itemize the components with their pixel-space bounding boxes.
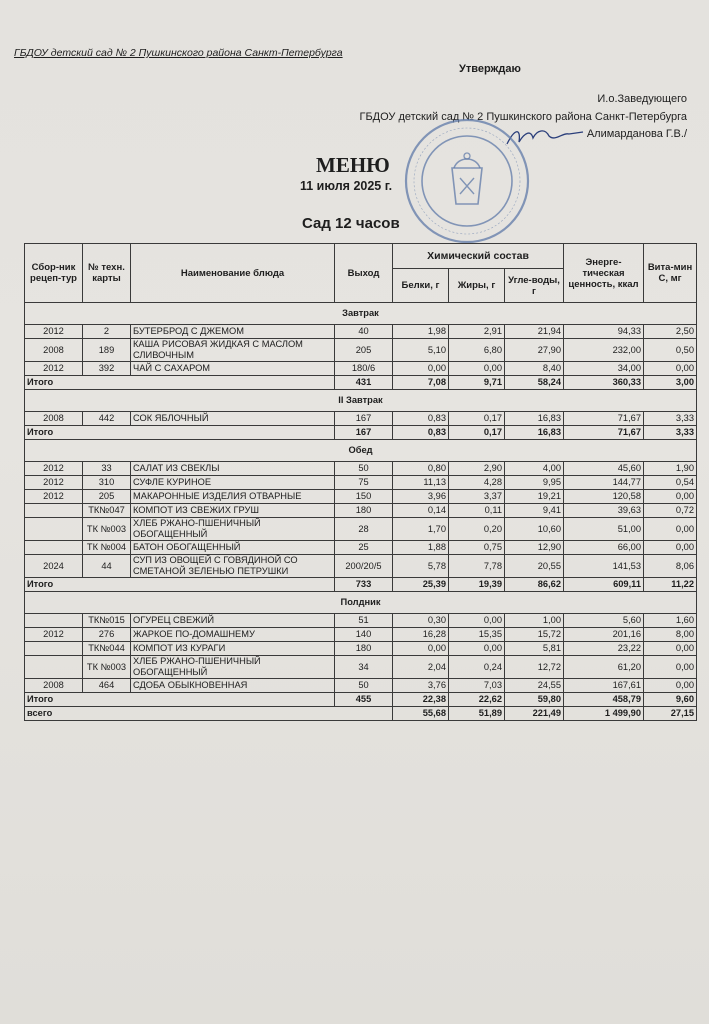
cell-card: 33 — [83, 462, 131, 476]
cell-energy: 167,61 — [564, 679, 644, 693]
total-yield: 431 — [335, 376, 393, 390]
total-vitamin: 3,33 — [644, 426, 697, 440]
cell-fat: 2,91 — [449, 325, 505, 339]
cell-carbs: 8,40 — [505, 362, 564, 376]
cell-yield: 28 — [335, 518, 393, 541]
cell-yield: 51 — [335, 614, 393, 628]
cell-card: 276 — [83, 628, 131, 642]
cell-fat: 0,00 — [449, 642, 505, 656]
cell-dish: БУТЕРБРОД С ДЖЕМОМ — [131, 325, 335, 339]
total-carbs: 86,62 — [505, 578, 564, 592]
cell-energy: 141,53 — [564, 555, 644, 578]
table-row — [25, 679, 697, 693]
cell-yield: 50 — [335, 462, 393, 476]
cell-carbs: 16,83 — [505, 412, 564, 426]
table-row — [25, 642, 697, 656]
cell-dish: ЧАЙ С САХАРОМ — [131, 362, 335, 376]
cell-carbs: 24,55 — [505, 679, 564, 693]
cell-yield: 140 — [335, 628, 393, 642]
grand-total-fat: 51,89 — [449, 707, 505, 721]
cell-fat: 2,90 — [449, 462, 505, 476]
header-row — [25, 244, 697, 269]
cell-card: 392 — [83, 362, 131, 376]
total-protein: 25,39 — [393, 578, 449, 592]
cell-collection: 2012 — [25, 628, 83, 642]
cell-vitamin: 0,00 — [644, 362, 697, 376]
cell-protein: 5,78 — [393, 555, 449, 578]
cell-energy: 61,20 — [564, 656, 644, 679]
cell-energy: 71,67 — [564, 412, 644, 426]
cell-protein: 0,80 — [393, 462, 449, 476]
head-name: Алимарданова Г.В./ — [586, 128, 687, 140]
cell-yield: 205 — [335, 339, 393, 362]
col-header-carbs: Угле-воды, г — [505, 269, 564, 303]
cell-vitamin: 8,06 — [644, 555, 697, 578]
cell-vitamin: 0,00 — [644, 490, 697, 504]
table-row — [25, 504, 697, 518]
cell-carbs: 9,41 — [505, 504, 564, 518]
document-title: МЕНЮ — [316, 153, 390, 177]
cell-collection — [25, 504, 83, 518]
section-header-row — [25, 440, 697, 462]
cell-card: 442 — [83, 412, 131, 426]
cell-protein: 11,13 — [393, 476, 449, 490]
cell-collection: 2008 — [25, 679, 83, 693]
cell-dish: ЖАРКОЕ ПО-ДОМАШНЕМУ — [131, 628, 335, 642]
table-row — [25, 518, 697, 541]
cell-protein: 0,00 — [393, 362, 449, 376]
cell-carbs: 20,55 — [505, 555, 564, 578]
col-header-fat: Жиры, г — [449, 269, 505, 303]
cell-vitamin: 0,72 — [644, 504, 697, 518]
cell-dish: МАКАРОННЫЕ ИЗДЕЛИЯ ОТВАРНЫЕ — [131, 490, 335, 504]
table-row — [25, 412, 697, 426]
cell-fat: 3,37 — [449, 490, 505, 504]
grand-total-energy: 1 499,90 — [564, 707, 644, 721]
cell-protein: 2,04 — [393, 656, 449, 679]
total-carbs: 59,80 — [505, 693, 564, 707]
cell-energy: 39,63 — [564, 504, 644, 518]
cell-protein: 3,76 — [393, 679, 449, 693]
total-yield: 167 — [335, 426, 393, 440]
cell-dish: САЛАТ ИЗ СВЕКЛЫ — [131, 462, 335, 476]
grand-total-row — [25, 707, 697, 721]
total-protein: 0,83 — [393, 426, 449, 440]
cell-fat: 0,75 — [449, 541, 505, 555]
cell-vitamin: 0,00 — [644, 656, 697, 679]
cell-dish: КОМПОТ ИЗ КУРАГИ — [131, 642, 335, 656]
section-title: II Завтрак — [25, 390, 697, 412]
menu-table — [24, 243, 697, 721]
cell-fat: 0,17 — [449, 412, 505, 426]
total-protein: 22,38 — [393, 693, 449, 707]
cell-dish: БАТОН ОБОГАЩЕННЫЙ — [131, 541, 335, 555]
cell-energy: 23,22 — [564, 642, 644, 656]
col-header-yield: Выход — [335, 244, 393, 303]
cell-carbs: 21,94 — [505, 325, 564, 339]
cell-carbs: 15,72 — [505, 628, 564, 642]
cell-collection: 2008 — [25, 412, 83, 426]
cell-energy: 34,00 — [564, 362, 644, 376]
cell-card: 44 — [83, 555, 131, 578]
approval-label: Утверждаю — [459, 63, 521, 75]
cell-fat: 6,80 — [449, 339, 505, 362]
total-yield: 455 — [335, 693, 393, 707]
cell-dish: СДОБА ОБЫКНОВЕННАЯ — [131, 679, 335, 693]
cell-energy: 66,00 — [564, 541, 644, 555]
cell-carbs: 27,90 — [505, 339, 564, 362]
head-organization: ГБДОУ детский сад № 2 Пушкинского района Санкт-Петербурга — [359, 111, 687, 123]
cell-carbs: 9,95 — [505, 476, 564, 490]
cell-yield: 50 — [335, 679, 393, 693]
total-carbs: 58,24 — [505, 376, 564, 390]
cell-vitamin: 2,50 — [644, 325, 697, 339]
cell-collection — [25, 656, 83, 679]
cell-dish: ХЛЕБ РЖАНО-ПШЕНИЧНЫЙ ОБОГАЩЕННЫЙ — [131, 656, 335, 679]
cell-energy: 201,16 — [564, 628, 644, 642]
total-row — [25, 578, 697, 592]
total-energy: 360,33 — [564, 376, 644, 390]
cell-energy: 94,33 — [564, 325, 644, 339]
cell-dish: СУП ИЗ ОВОЩЕЙ С ГОВЯДИНОЙ СО СМЕТАНОЙ ЗЕЛЕНЬЮ ПЕТРУШКИ — [131, 555, 335, 578]
cell-energy: 120,58 — [564, 490, 644, 504]
cell-protein: 1,70 — [393, 518, 449, 541]
cell-collection — [25, 541, 83, 555]
col-header-energy: Энерге-тическая ценность, ккал — [564, 244, 644, 303]
cell-dish: ОГУРЕЦ СВЕЖИЙ — [131, 614, 335, 628]
table-row — [25, 462, 697, 476]
col-header-card: № техн. карты — [83, 244, 131, 303]
cell-carbs: 5,81 — [505, 642, 564, 656]
cell-energy: 45,60 — [564, 462, 644, 476]
total-label: Итого — [25, 426, 335, 440]
head-position: И.о.Заведующего — [597, 93, 687, 105]
cell-collection: 2012 — [25, 325, 83, 339]
cell-carbs: 10,60 — [505, 518, 564, 541]
col-header-collection: Сбор-ник рецеп-тур — [25, 244, 83, 303]
total-carbs: 16,83 — [505, 426, 564, 440]
table-row — [25, 362, 697, 376]
cell-yield: 200/20/5 — [335, 555, 393, 578]
total-protein: 7,08 — [393, 376, 449, 390]
cell-card: ТК №003 — [83, 656, 131, 679]
total-fat: 0,17 — [449, 426, 505, 440]
cell-collection: 2012 — [25, 362, 83, 376]
cell-carbs: 12,90 — [505, 541, 564, 555]
table-row — [25, 656, 697, 679]
cell-fat: 0,24 — [449, 656, 505, 679]
cell-yield: 167 — [335, 412, 393, 426]
cell-fat: 0,11 — [449, 504, 505, 518]
cell-vitamin: 0,00 — [644, 541, 697, 555]
table-row — [25, 490, 697, 504]
col-header-chem: Химический состав — [393, 244, 564, 269]
total-row — [25, 693, 697, 707]
cell-collection — [25, 642, 83, 656]
cell-energy: 232,00 — [564, 339, 644, 362]
cell-dish: ХЛЕБ РЖАНО-ПШЕНИЧНЫЙ ОБОГАЩЕННЫЙ — [131, 518, 335, 541]
total-energy: 71,67 — [564, 426, 644, 440]
cell-card: 310 — [83, 476, 131, 490]
cell-card: ТК№015 — [83, 614, 131, 628]
menu-subtitle: Сад 12 часов — [302, 215, 400, 232]
cell-card: 2 — [83, 325, 131, 339]
cell-dish: СУФЛЕ КУРИНОЕ — [131, 476, 335, 490]
official-seal-icon — [402, 116, 532, 246]
section-header-row — [25, 592, 697, 614]
cell-yield: 75 — [335, 476, 393, 490]
cell-collection: 2012 — [25, 462, 83, 476]
table-row — [25, 339, 697, 362]
cell-collection: 2012 — [25, 476, 83, 490]
cell-fat: 4,28 — [449, 476, 505, 490]
col-header-vitamin: Вита-мин С, мг — [644, 244, 697, 303]
table-row — [25, 555, 697, 578]
cell-protein: 1,98 — [393, 325, 449, 339]
cell-fat: 7,78 — [449, 555, 505, 578]
grand-total-label: всего — [25, 707, 393, 721]
table-row — [25, 541, 697, 555]
cell-fat: 0,20 — [449, 518, 505, 541]
cell-energy: 5,60 — [564, 614, 644, 628]
section-header-row — [25, 390, 697, 412]
cell-collection: 2012 — [25, 490, 83, 504]
cell-card: ТК№047 — [83, 504, 131, 518]
cell-vitamin: 3,33 — [644, 412, 697, 426]
cell-vitamin: 0,54 — [644, 476, 697, 490]
total-row — [25, 376, 697, 390]
cell-card: ТК №004 — [83, 541, 131, 555]
cell-card: ТК№044 — [83, 642, 131, 656]
section-header-row — [25, 303, 697, 325]
cell-protein: 1,88 — [393, 541, 449, 555]
menu-body — [25, 303, 697, 721]
cell-protein: 0,83 — [393, 412, 449, 426]
cell-vitamin: 1,60 — [644, 614, 697, 628]
cell-card: 189 — [83, 339, 131, 362]
grand-total-protein: 55,68 — [393, 707, 449, 721]
cell-dish: КОМПОТ ИЗ СВЕЖИХ ГРУШ — [131, 504, 335, 518]
organization-line: ГБДОУ детский сад № 2 Пушкинского района Санкт-Петербурга — [14, 47, 343, 59]
col-header-protein: Белки, г — [393, 269, 449, 303]
total-label: Итого — [25, 693, 335, 707]
total-fat: 22,62 — [449, 693, 505, 707]
total-yield: 733 — [335, 578, 393, 592]
cell-collection: 2024 — [25, 555, 83, 578]
cell-yield: 180/6 — [335, 362, 393, 376]
cell-carbs: 12,72 — [505, 656, 564, 679]
cell-card: ТК №003 — [83, 518, 131, 541]
cell-dish: СОК ЯБЛОЧНЫЙ — [131, 412, 335, 426]
total-vitamin: 3,00 — [644, 376, 697, 390]
total-label: Итого — [25, 578, 335, 592]
cell-carbs: 4,00 — [505, 462, 564, 476]
cell-fat: 0,00 — [449, 614, 505, 628]
total-energy: 458,79 — [564, 693, 644, 707]
cell-fat: 0,00 — [449, 362, 505, 376]
grand-total-carbs: 221,49 — [505, 707, 564, 721]
cell-yield: 180 — [335, 642, 393, 656]
total-row — [25, 426, 697, 440]
cell-vitamin: 0,00 — [644, 518, 697, 541]
cell-fat: 7,03 — [449, 679, 505, 693]
cell-yield: 180 — [335, 504, 393, 518]
cell-protein: 16,28 — [393, 628, 449, 642]
grand-total-vitamin: 27,15 — [644, 707, 697, 721]
total-vitamin: 11,22 — [644, 578, 697, 592]
cell-vitamin: 0,00 — [644, 642, 697, 656]
cell-yield: 34 — [335, 656, 393, 679]
cell-vitamin: 1,90 — [644, 462, 697, 476]
cell-energy: 144,77 — [564, 476, 644, 490]
cell-vitamin: 0,50 — [644, 339, 697, 362]
total-fat: 9,71 — [449, 376, 505, 390]
cell-collection — [25, 614, 83, 628]
table-row — [25, 325, 697, 339]
cell-dish: КАША РИСОВАЯ ЖИДКАЯ С МАСЛОМ СЛИВОЧНЫМ — [131, 339, 335, 362]
cell-vitamin: 0,00 — [644, 679, 697, 693]
cell-protein: 3,96 — [393, 490, 449, 504]
cell-protein: 0,00 — [393, 642, 449, 656]
cell-card: 205 — [83, 490, 131, 504]
cell-energy: 51,00 — [564, 518, 644, 541]
section-title: Завтрак — [25, 303, 697, 325]
cell-protein: 0,14 — [393, 504, 449, 518]
total-energy: 609,11 — [564, 578, 644, 592]
cell-protein: 5,10 — [393, 339, 449, 362]
cell-protein: 0,30 — [393, 614, 449, 628]
section-title: Обед — [25, 440, 697, 462]
total-vitamin: 9,60 — [644, 693, 697, 707]
cell-vitamin: 8,00 — [644, 628, 697, 642]
cell-collection: 2008 — [25, 339, 83, 362]
cell-collection — [25, 518, 83, 541]
table-row — [25, 476, 697, 490]
cell-yield: 40 — [335, 325, 393, 339]
cell-carbs: 1,00 — [505, 614, 564, 628]
total-label: Итого — [25, 376, 335, 390]
cell-yield: 25 — [335, 541, 393, 555]
table-row — [25, 628, 697, 642]
cell-card: 464 — [83, 679, 131, 693]
section-title: Полдник — [25, 592, 697, 614]
total-fat: 19,39 — [449, 578, 505, 592]
col-header-dish: Наименование блюда — [131, 244, 335, 303]
table-row — [25, 614, 697, 628]
cell-fat: 15,35 — [449, 628, 505, 642]
menu-date: 11 июля 2025 г. — [300, 179, 393, 193]
cell-yield: 150 — [335, 490, 393, 504]
cell-carbs: 19,21 — [505, 490, 564, 504]
